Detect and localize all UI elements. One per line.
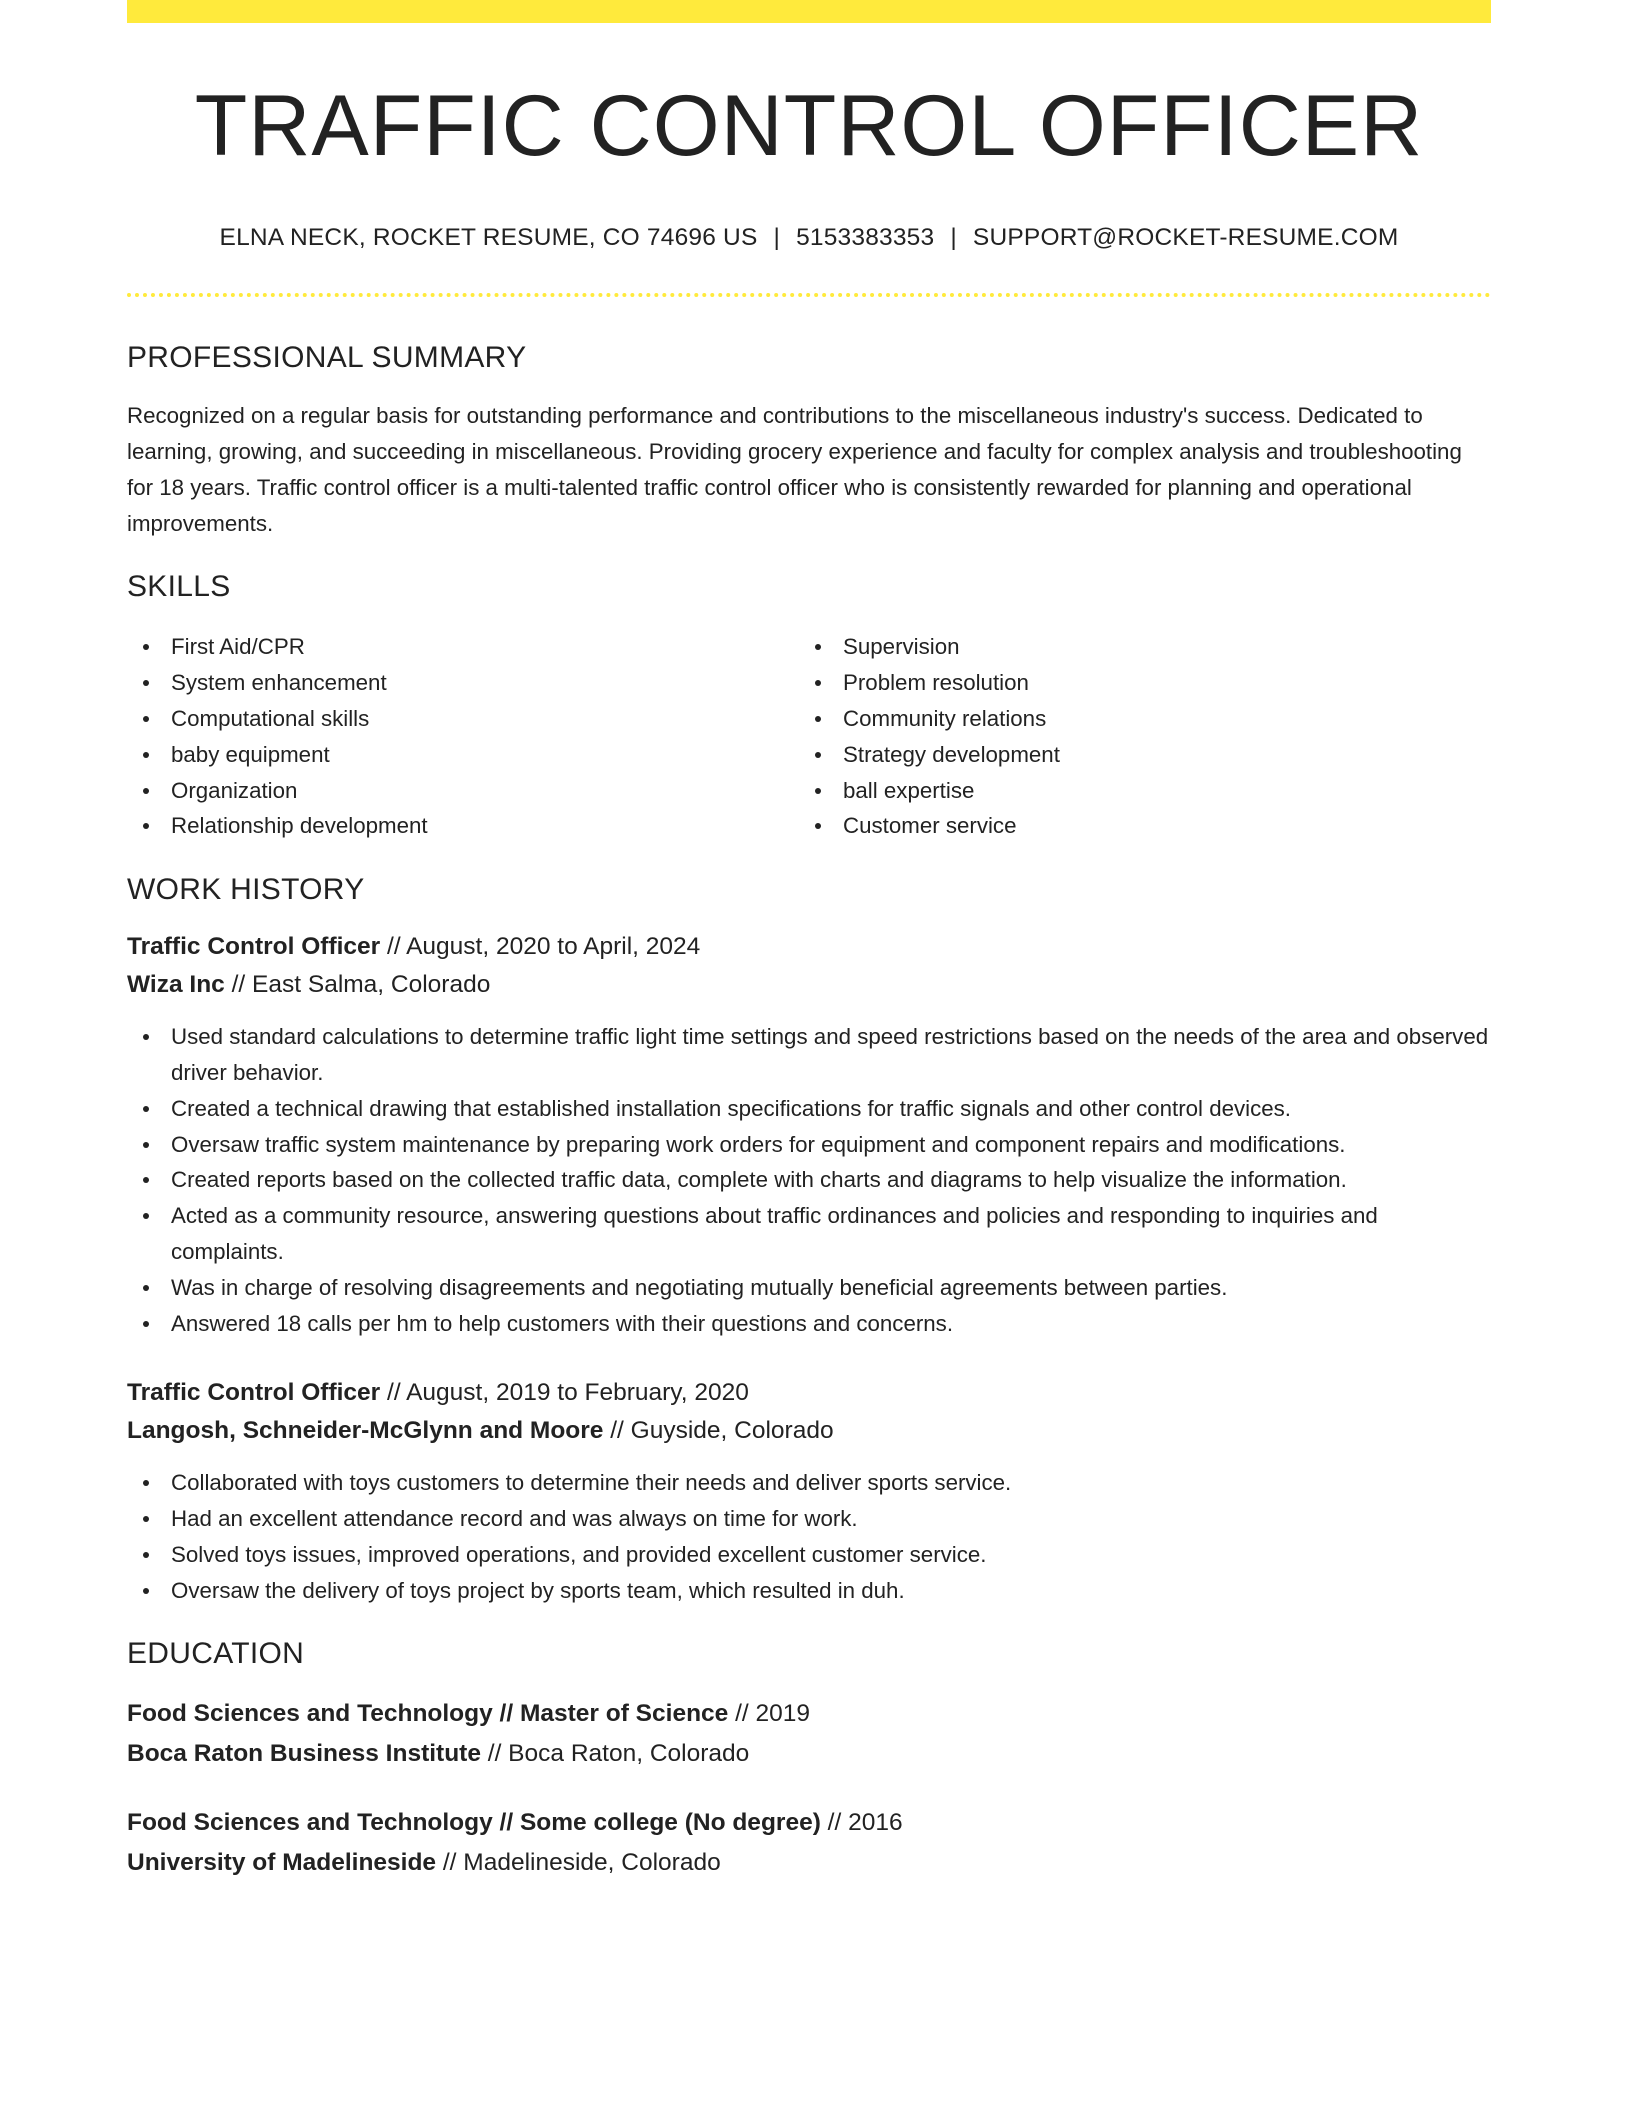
education-entry xyxy=(127,1803,1491,1883)
job-bullet: Oversaw traffic system maintenance by preparing work orders for equipment and component repairs and modifications. xyxy=(127,1127,1491,1163)
job-bullet: Created reports based on the collected traffic data, complete with charts and diagrams to help visualize the information. xyxy=(127,1162,1491,1198)
dotted-divider xyxy=(127,293,1491,297)
work-history-heading: WORK HISTORY xyxy=(127,873,365,907)
job-location: // East Salma, Colorado xyxy=(224,971,491,999)
job-bullet: Created a technical drawing that established installation specifications for traffic signals and other control devices. xyxy=(127,1091,1491,1127)
education-school-line xyxy=(127,1734,1491,1774)
skills-heading: SKILLS xyxy=(127,570,231,604)
job-bullet: Used standard calculations to determine traffic light time settings and speed restrictions based on the needs of the area and observed driver behavior. xyxy=(127,1019,1491,1091)
job-company-line xyxy=(127,1412,1491,1450)
top-accent-bar xyxy=(127,0,1491,23)
skill-item: ball expertise xyxy=(799,773,1471,809)
education-year: // 2016 xyxy=(820,1808,903,1836)
job-bullet: Was in charge of resolving disagreements and negotiating mutually beneficial agreements between parties. xyxy=(127,1270,1491,1306)
skills-grid xyxy=(127,629,1491,844)
summary-heading: PROFESSIONAL SUMMARY xyxy=(127,341,527,375)
job-entry xyxy=(127,1374,1491,1608)
contact-email: SUPPORT@ROCKET-RESUME.COM xyxy=(972,224,1399,252)
job-bullet: Collaborated with toys customers to determine their needs and deliver sports service. xyxy=(127,1465,1491,1501)
education-location: // Madelineside, Colorado xyxy=(436,1848,721,1876)
job-title-line xyxy=(127,928,1491,966)
skill-item: Relationship development xyxy=(127,808,799,844)
skill-item: Organization xyxy=(127,773,799,809)
resume-title: TRAFFIC CONTROL OFFICER xyxy=(194,78,1424,174)
contact-phone: 5153383353 xyxy=(796,224,935,252)
education-degree: Food Sciences and Technology // Some college (No degree) xyxy=(127,1808,821,1836)
job-bullet: Oversaw the delivery of toys project by sports team, which resulted in duh. xyxy=(127,1573,1491,1609)
education-heading: EDUCATION xyxy=(127,1636,305,1670)
skills-column-left xyxy=(127,629,799,844)
skill-item: Computational skills xyxy=(127,701,799,737)
job-bullet: Acted as a community resource, answering questions about traffic ordinances and policies and responding to inquiries and complaints. xyxy=(127,1198,1491,1270)
education-school: University of Madelineside xyxy=(127,1848,437,1876)
summary-text: Recognized on a regular basis for outstanding performance and contributions to the miscellaneous industry's success. Dedicated to learning, growing, and succeeding in miscellaneous. Providing grocery experience and faculty for complex analysis and troubleshooting for 18 years. Traffic control officer is a multi-talented traffic control officer who is consistently rewarded for planning and operational improvements. xyxy=(127,403,1462,536)
job-bullet: Solved toys issues, improved operations, and provided excellent customer service. xyxy=(127,1537,1491,1573)
education-school-line xyxy=(127,1843,1491,1883)
skills-column-right xyxy=(799,629,1471,844)
contact-separator: | xyxy=(773,224,781,252)
education-degree: Food Sciences and Technology // Master of Science xyxy=(127,1699,729,1727)
education-entry xyxy=(127,1694,1491,1774)
contact-separator: | xyxy=(950,224,957,252)
education-location: // Boca Raton, Colorado xyxy=(480,1739,750,1767)
job-bullet-list xyxy=(127,1465,1491,1608)
job-company: Langosh, Schneider-McGlynn and Moore xyxy=(127,1417,604,1445)
skill-item: First Aid/CPR xyxy=(127,629,799,665)
skill-item: Supervision xyxy=(799,629,1471,665)
job-title: Traffic Control Officer xyxy=(127,1379,381,1407)
job-dates: // August, 2020 to April, 2024 xyxy=(380,933,701,961)
job-bullet: Answered 18 calls per hm to help customers with their questions and concerns. xyxy=(127,1306,1491,1342)
job-dates: // August, 2019 to February, 2020 xyxy=(380,1379,749,1407)
skill-item: System enhancement xyxy=(127,665,799,701)
education-school: Boca Raton Business Institute xyxy=(127,1739,481,1767)
job-company-line xyxy=(127,966,1491,1004)
job-bullet: Had an excellent attendance record and was always on time for work. xyxy=(127,1501,1491,1537)
contact-address: ELNA NECK, ROCKET RESUME, CO 74696 US xyxy=(219,224,758,252)
education-degree-line xyxy=(127,1694,1491,1734)
contact-line xyxy=(127,224,1491,252)
job-bullet-list xyxy=(127,1019,1491,1341)
education-year: // 2019 xyxy=(728,1699,811,1727)
skill-item: baby equipment xyxy=(127,737,799,773)
education-degree-line xyxy=(127,1803,1491,1843)
job-company: Wiza Inc xyxy=(127,971,225,999)
resume-page xyxy=(127,0,1491,1883)
job-title: Traffic Control Officer xyxy=(127,933,381,961)
job-location: // Guyside, Colorado xyxy=(603,1417,834,1445)
skill-item: Problem resolution xyxy=(799,665,1471,701)
skill-item: Community relations xyxy=(799,701,1471,737)
job-entry xyxy=(127,928,1491,1341)
skill-item: Strategy development xyxy=(799,737,1471,773)
job-title-line xyxy=(127,1374,1491,1412)
skill-item: Customer service xyxy=(799,808,1471,844)
